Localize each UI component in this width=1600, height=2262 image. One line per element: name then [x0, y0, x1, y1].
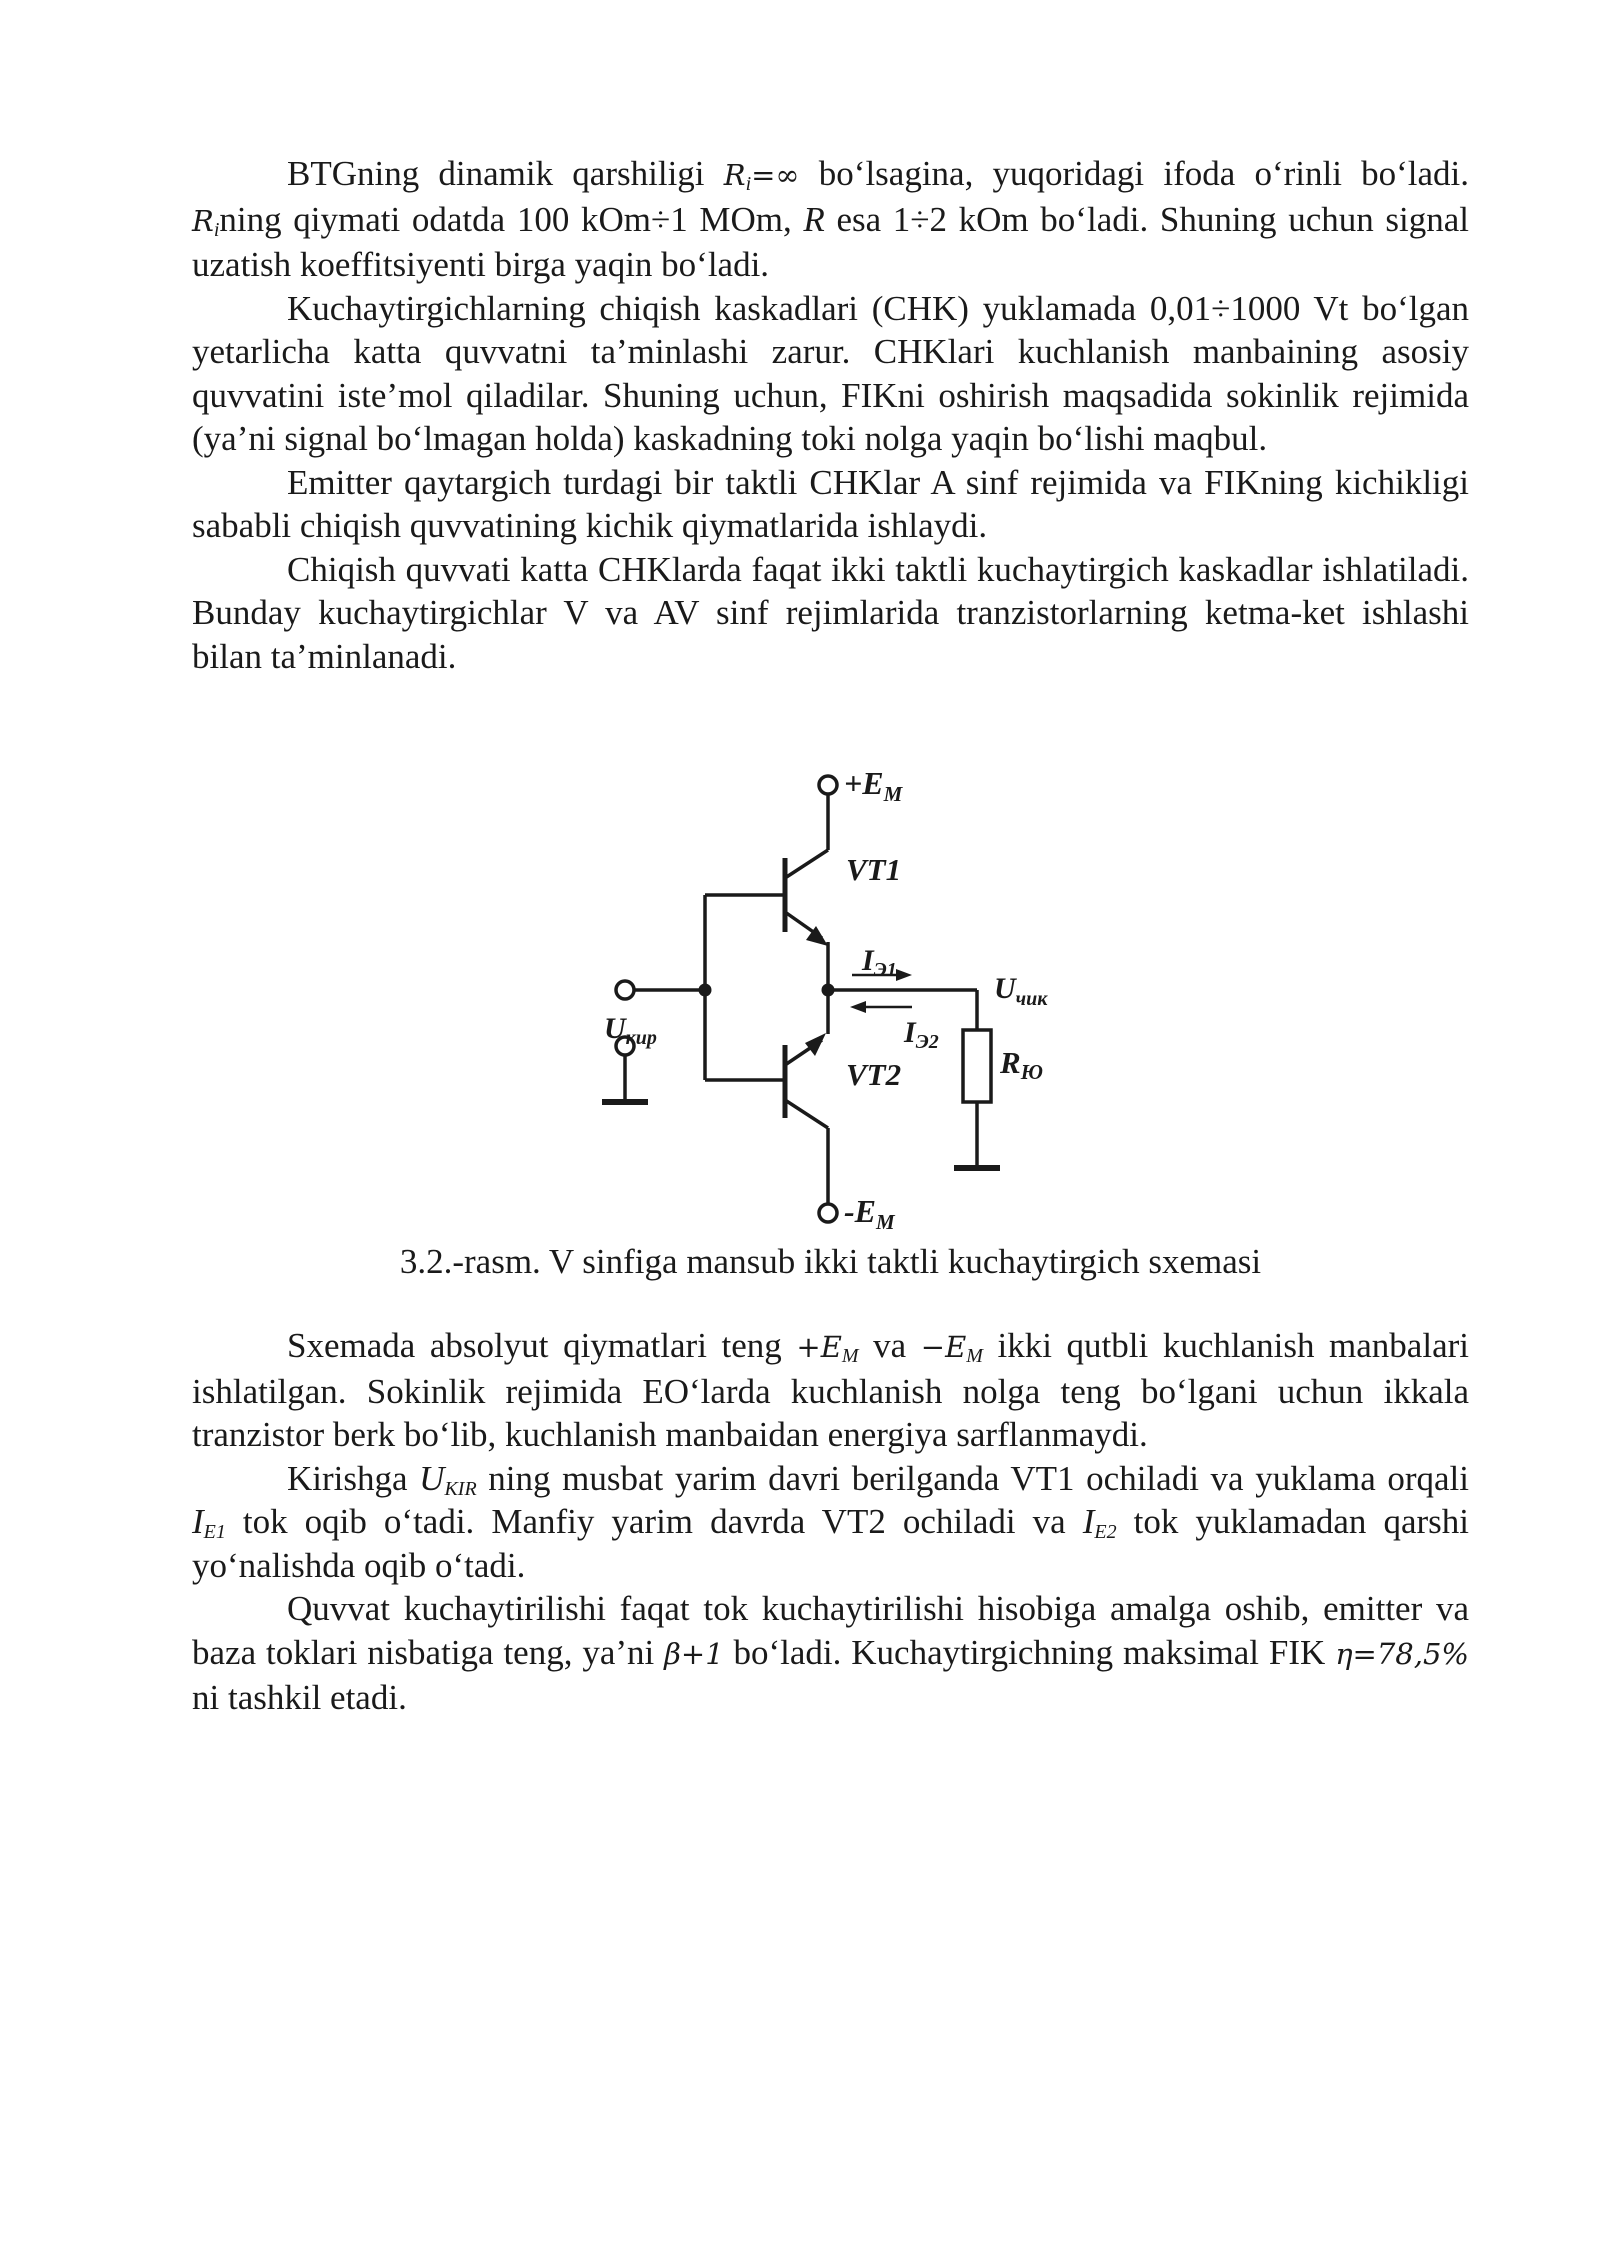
text-run: ni tashkil etadi. [192, 1678, 407, 1717]
junction-dot-emitter [822, 984, 835, 997]
label-ie1: $I_{Э1}$ [862, 944, 897, 981]
math-sub-i: i [745, 173, 752, 195]
math-beta-plus-one: β+1 [664, 1636, 724, 1671]
math-plus-e: +E [796, 1330, 842, 1364]
text-run: tok oqib o‘tadi. Manfiy yarim davrda VT2 ochiladi va [225, 1502, 1083, 1541]
math-sub-kir: KIR [444, 1477, 477, 1500]
paragraph-output-stages: Kuchaytirgichlarning chiqish kaskadlari (CHK) yuklamada 0,01÷1000 Vt bo‘lgan yetarlicha katta quvvatni ta’minlashi zarur. CHKlari kuchlanish manbaining asosiy quvvatini iste’mol qiladilar. Shuning uchun, FIKni oshirish maqsadida sokinlik rejimida (ya’ni signal bo‘lmagan holda) kaskadning toki nolga yaqin bo‘lishi maqbul. [192, 288, 1469, 458]
text-run: bo‘ladi. Kuchaytirgichning maksimal FIK [723, 1632, 1336, 1672]
math-sub-e1: E1 [203, 1521, 226, 1543]
push-pull-schematic [560, 750, 1120, 1245]
minus-supply-terminal [819, 1204, 837, 1222]
math-minus-e: −E [920, 1330, 967, 1364]
text-run: tok yuklamadan qarshi yo‘nalishda oqib o‘tadi. [192, 1502, 1469, 1585]
paragraph-single-ended: Emitter qaytargich turdagi bir taktli CHKlar A sinf rejimida va FIKning kichikligi sababli chiqish quvvatining kichik qiymatlarida ishlaydi. [192, 462, 1469, 545]
text-run: va [858, 1326, 921, 1365]
math-eta-efficiency: η=78,5% [1335, 1636, 1469, 1671]
text-run: esa 1÷2 kOm bo‘ladi. Shuning uchun signal uzatish koeffitsiyenti birga yaqin bo‘ladi. [192, 199, 1469, 284]
vt1-collector-lead [785, 850, 828, 878]
text-run: ikki qutbli kuchlanish manbalari ishlatilgan. Sokinlik rejimida EO‘larda kuchlanish nolga teng bo‘lgani uchun ikkala tranzistor berk bo‘lib, kuchlanish manbaidan energiya sarflanmaydi. [192, 1326, 1469, 1454]
label-plus-em: $+E_M$ [844, 765, 903, 806]
label-rio: RЮ [1000, 1045, 1043, 1084]
circuit-figure [560, 750, 1120, 1245]
math-r: R [192, 203, 214, 238]
paragraph-btg-resistance [192, 152, 1469, 287]
label-vt1: VT1 [846, 852, 902, 887]
plus-supply-terminal [819, 776, 837, 794]
label-uchik: $U_{чик}$ [994, 972, 1048, 1010]
vt2-collector-lead [785, 1100, 828, 1128]
input-terminal-top [616, 981, 634, 999]
text-run: ning qiymati odatda 100 kOm÷1 MOm, [219, 199, 804, 239]
text-run: Kirishga [287, 1458, 420, 1498]
math-i: I [192, 1502, 204, 1541]
paragraph-push-pull: Chiqish quvvati katta CHKlarda faqat ikki taktli kuchaytirgich kaskadlar ishlatiladi. Bunday kuchaytirgichlar V va AV sinf rejimlarida tranzistorlarning ketma-ket ishlashi bilan ta’minlanadi. [192, 549, 1469, 676]
text-run: BTGning dinamik qarshiligi [287, 154, 724, 193]
load-resistor [963, 1030, 991, 1102]
ie2-arrowhead [850, 1001, 866, 1013]
paragraph-bipolar-supply [192, 1324, 1469, 1457]
math-r-italic: R [803, 199, 825, 239]
vt2-emitter-arrow [805, 1033, 826, 1056]
label-ukir: $U_{кир}$ [604, 1012, 657, 1049]
math-i: I [1082, 1502, 1095, 1541]
math-sub-e2: E2 [1094, 1521, 1117, 1543]
label-ie2: $I_{Э2}$ [904, 1016, 939, 1053]
math-sub-m: M [966, 1345, 983, 1367]
paragraph-power-gain [192, 1587, 1469, 1720]
bottom-text-block [192, 1324, 1469, 1720]
text-run: bo‘lsagina, yuqoridagi ifoda o‘rinli bo‘ladi. [799, 154, 1470, 193]
junction-dot-base [699, 984, 712, 997]
math-u: U [419, 1458, 445, 1498]
figure-caption: 3.2.-rasm. V sinfiga mansub ikki taktli kuchaytirgich sxemasi [399, 1242, 1262, 1281]
math-sub-i: i [213, 218, 220, 241]
top-text-block [192, 152, 1469, 678]
text-run: Sxemada absolyut qiymatlari teng [287, 1326, 797, 1365]
math-eq-infinity: =∞ [751, 158, 800, 192]
math-sub-m: M [841, 1345, 859, 1367]
label-minus-em: $-E_M$ [844, 1193, 895, 1234]
text-run: Quvvat kuchaytirilishi faqat tok kuchaytirilishi hisobiga amalga oshib, emitter va baza toklari nisbatiga teng, ya’ni [192, 1589, 1469, 1672]
ie1-arrowhead [896, 969, 912, 981]
math-r: R [723, 158, 746, 192]
text-run: ning musbat yarim davri berilganda VT1 ochiladi va yuklama orqali [476, 1458, 1469, 1498]
paragraph-half-cycles [192, 1457, 1469, 1588]
label-vt2: VT2 [846, 1057, 902, 1092]
